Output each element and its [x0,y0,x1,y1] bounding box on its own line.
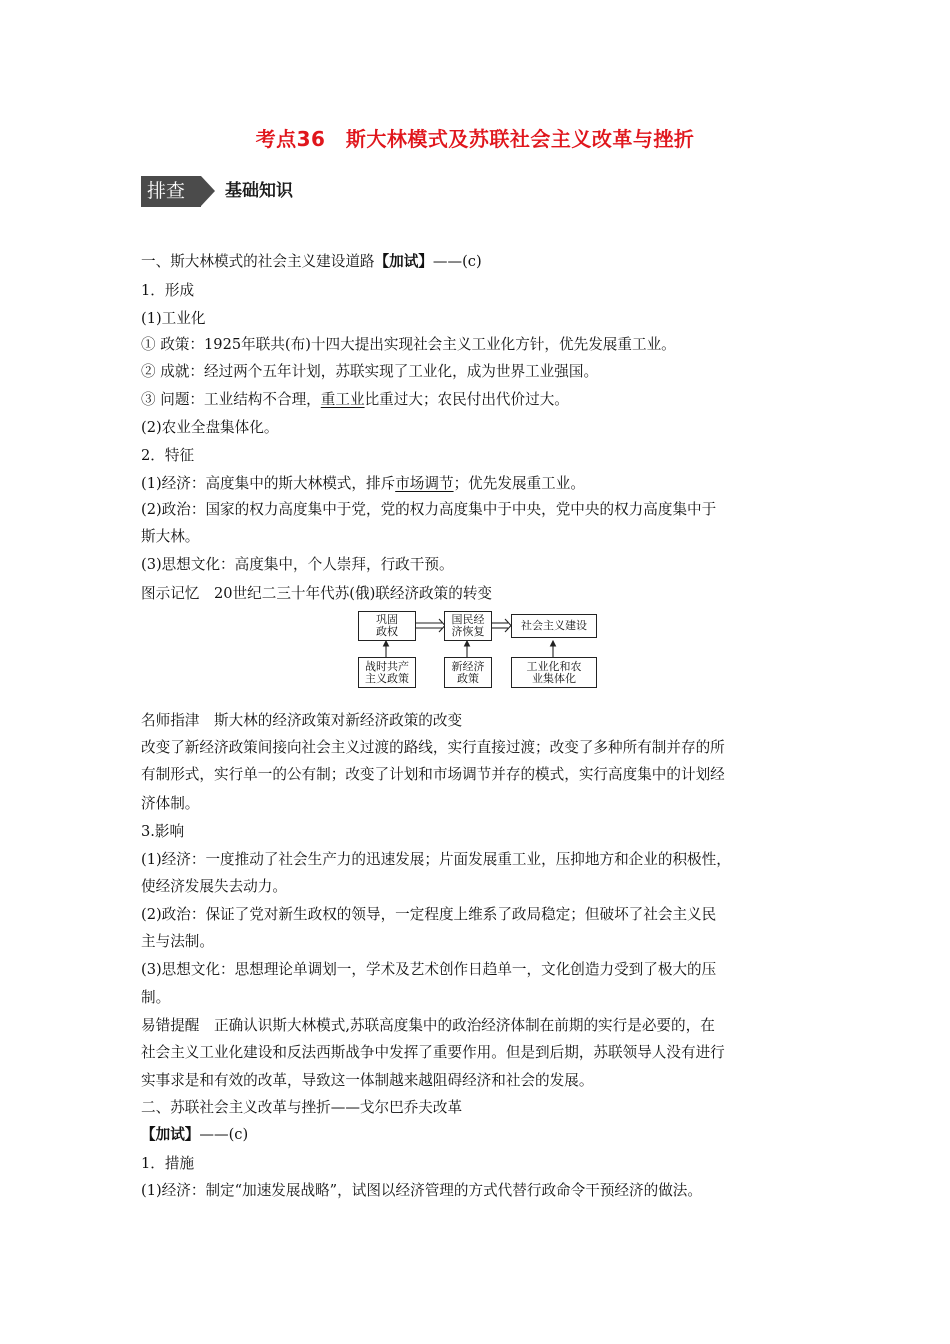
line-text: (2)政治：国家的权力高度集中于党，党的权力高度集中于中央，党中央的权力高度集中于 [141,501,717,518]
exam-tag: 【加试】 [141,1126,200,1143]
line-text: 1．措施 [141,1155,195,1172]
diagram-box-construction: 社会主义建设 [511,614,597,638]
line-text: 改变了新经济政策间接向社会主义过渡的路线，实行直接过渡；改变了多种所有制并存的所 [141,739,725,756]
text-line [141,474,585,494]
text-line [141,527,199,547]
text-line [141,362,598,382]
line-text: ③ 问题：工业结构不合理， [141,391,321,408]
text-line [141,1154,194,1174]
text-line [141,1125,248,1145]
line-text: ① 政策：1925年联共(布)十四大提出实现社会主义工业化方针，优先发展重工业。 [141,336,676,353]
text-line [141,390,569,410]
line-text: (1)经济：高度集中的斯大林模式，排斥 [141,475,396,492]
text-line [141,850,731,870]
line-text: 斯大林。 [141,528,200,545]
section-banner [141,176,340,207]
line-text: 有制形式，实行单一的公有制；改变了计划和市场调节并存的模式，实行高度集中的计划经 [141,766,725,783]
banner-label-right: 基础知识 [225,181,293,201]
text-line [141,822,184,842]
line-text: 使经济发展失去动力。 [141,878,287,895]
banner-arrow-icon [201,176,215,206]
text-line [141,1181,702,1201]
line-text: 比重过大；农民付出代价过大。 [364,391,569,408]
text-line [141,1098,462,1118]
underlined-term: 市场调节 [395,475,454,492]
line-text: 实事求是和有效的改革，导致这一体制越来越阻碍经济和社会的发展。 [141,1072,594,1089]
line-text: 主与法制。 [141,933,214,950]
line-text: 社会主义工业化建设和反法西斯战争中发挥了重要作用。但是到后期，苏联领导人没有进行 [141,1044,725,1061]
line-text: ；优先发展重工业。 [453,475,585,492]
text-line [141,1071,593,1091]
text-line [141,446,194,466]
text-line [141,555,454,575]
text-line [141,932,214,952]
text-line [141,765,725,785]
line-text: 2．特征 [141,447,195,464]
text-line [141,738,725,758]
text-line [141,877,287,897]
line-text: (1)工业化 [141,310,206,327]
text-line [141,1043,725,1063]
line-text: (3)思想文化：思想理论单调划一，学术及艺术创作日趋单一，文化创造力受到了极大的压 [141,961,717,978]
text-line [141,1016,715,1036]
text-line [141,988,170,1008]
line-text: 济体制。 [141,795,200,812]
text-line [141,905,716,925]
line-text: 一、斯大林模式的社会主义建设道路 [141,253,375,270]
text-line [141,281,194,301]
line-text: (1)经济：一度推动了社会生产力的迅速发展；片面发展重工业，压抑地方和企业的积极性， [141,851,731,868]
line-text: 3.影响 [141,823,185,840]
line-text: 制。 [141,989,171,1006]
text-line [141,309,205,329]
line-text: 1．形成 [141,282,195,299]
text-line [141,335,676,355]
line-text: 二、苏联社会主义改革与挫折——戈尔巴乔夫改革 [141,1099,463,1116]
line-text: (2)政治：保证了党对新生政权的领导，一定程度上维系了政局稳定；但破坏了社会主义民 [141,906,717,923]
page-title: 考点36 斯大林模式及苏联社会主义改革与挫折 [255,127,695,151]
line-text: ——(c) [199,1126,249,1143]
line-text: (2)农业全盘集体化。 [141,419,279,436]
diagram-box-war-communism: 战时共产 主义政策 [358,657,416,688]
line-text: 易错提醒 正确认识斯大林模式,苏联高度集中的政治经济体制在前期的实行是必要的，在 [141,1017,715,1034]
diagram-box-consolidate: 巩固 政权 [358,611,416,641]
line-text: 图示记忆 20世纪二三十年代苏(俄)联经济政策的转变 [141,585,493,602]
line-text: 名师指津 斯大林的经济政策对新经济政策的改变 [141,712,463,729]
text-line [141,252,482,272]
text-line [141,584,492,604]
banner-label-left: 排查 [141,176,201,207]
line-text: ——(c) [432,253,482,270]
text-line [141,500,716,520]
exam-tag: 【加试】 [374,253,433,270]
policy-diagram [355,605,600,691]
diagram-box-nep: 新经济 政策 [444,657,492,688]
line-text: ② 成就：经过两个五年计划，苏联实现了工业化，成为世界工业强国。 [141,363,599,380]
text-line [141,960,716,980]
text-line [141,418,278,438]
line-text: (1)经济：制定“加速发展战略”，试图以经济管理的方式代替行政命令干预经济的做法。 [141,1182,702,1199]
diagram-box-industrialization: 工业化和农 业集体化 [511,657,597,688]
line-text: (3)思想文化：高度集中，个人崇拜，行政干预。 [141,556,454,573]
diagram-box-recovery: 国民经 济恢复 [444,611,492,641]
underlined-term: 重工业 [320,391,365,408]
text-line [141,794,199,814]
text-line [141,711,462,731]
